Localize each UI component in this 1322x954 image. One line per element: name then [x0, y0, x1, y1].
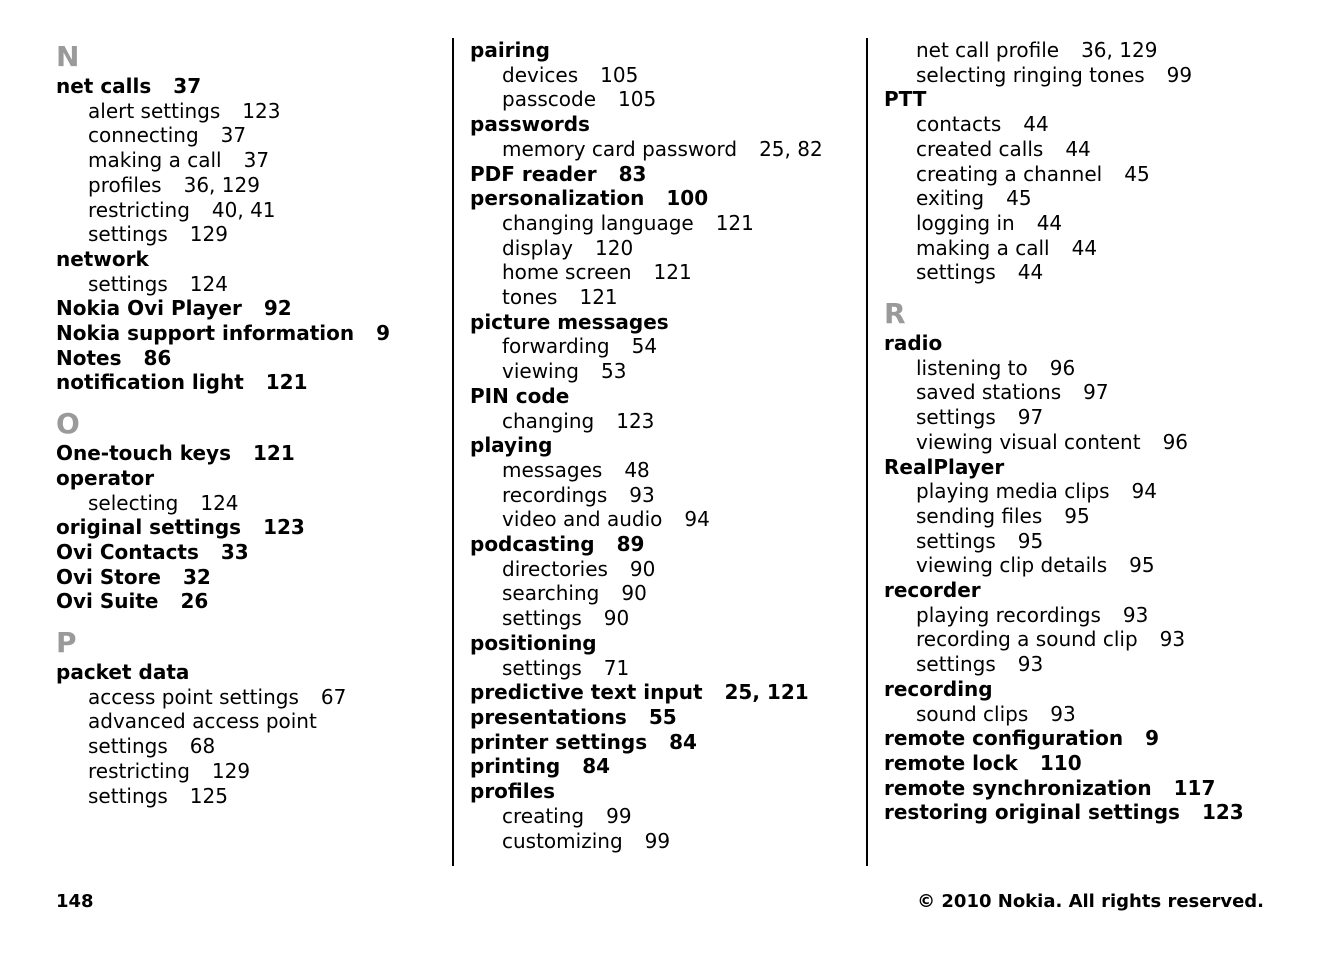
entry-pages: 53 [600, 359, 627, 384]
entry-term: profiles [88, 172, 162, 197]
index-subentry [884, 529, 1284, 554]
entry-term: selecting ringing tones [916, 62, 1145, 87]
column-divider-2 [866, 38, 868, 866]
entry-term: PIN code [470, 383, 570, 408]
entry-pages: 37 [173, 74, 202, 98]
entry-term: connecting [88, 123, 199, 148]
index-entry [470, 754, 850, 779]
index-entry [470, 186, 850, 211]
entry-term: restricting [88, 758, 190, 783]
index-subentry [884, 553, 1284, 578]
entry-term: recording [884, 676, 993, 701]
entry-term: notification light [56, 370, 244, 395]
index-column-2 [470, 38, 850, 853]
entry-term: printing [470, 754, 561, 779]
index-subentry [56, 198, 436, 223]
entry-term: network [56, 246, 149, 271]
entry-pages: 32 [183, 564, 211, 589]
index-entry [56, 565, 436, 590]
entry-pages: 99 [1166, 62, 1193, 87]
entry-term: remote configuration [884, 726, 1124, 751]
entry-pages: 125 [189, 783, 228, 808]
entry-term: recordings [502, 482, 608, 507]
index-entry [470, 779, 850, 804]
entry-term: PDF reader [470, 161, 597, 186]
entry-pages: 121 [715, 210, 754, 235]
entry-term: home screen [502, 260, 632, 285]
entry-term: printer settings [470, 729, 648, 754]
entry-pages: 93 [1159, 627, 1186, 652]
entry-pages: 124 [200, 490, 239, 515]
page-number: 148 [56, 891, 94, 912]
entry-term: logging in [916, 210, 1015, 235]
letter-heading: R [884, 297, 906, 331]
entry-pages: 124 [189, 271, 228, 296]
entry-pages: 36, 129 [1081, 38, 1158, 62]
entry-pages: 83 [618, 161, 647, 186]
entry-pages: 121 [579, 285, 618, 310]
entry-pages: 100 [666, 186, 709, 211]
index-subentry [884, 652, 1284, 677]
entry-term: remote lock [884, 750, 1018, 775]
entry-term: directories [502, 556, 608, 581]
entry-pages: 93 [1122, 602, 1149, 627]
index-subentry [884, 211, 1284, 236]
index-subentry [884, 405, 1284, 430]
entry-pages: 99 [606, 803, 632, 828]
entry-pages: 96 [1049, 355, 1076, 380]
entry-term: operator [56, 465, 155, 490]
index-subentry [470, 359, 850, 384]
entry-pages: 89 [616, 532, 645, 557]
entry-term: settings [916, 260, 996, 285]
entry-pages: 121 [252, 441, 295, 466]
entry-term: settings [502, 655, 582, 680]
entry-pages: 94 [684, 507, 710, 532]
letter-heading: P [56, 626, 77, 660]
index-entry [56, 247, 436, 272]
entry-term: selecting [88, 490, 179, 515]
entry-pages: 25, 82 [759, 136, 823, 161]
entry-pages: 84 [669, 729, 697, 754]
index-entry [884, 726, 1284, 751]
index-subentry [56, 685, 436, 710]
entry-term: restoring original settings [884, 800, 1180, 825]
entry-term: saved stations [916, 380, 1062, 405]
column-divider-1 [452, 38, 454, 866]
entry-pages: 94 [1131, 479, 1157, 504]
entry-pages: 33 [220, 539, 249, 564]
index-subentry [884, 236, 1284, 261]
index-subentry [56, 734, 436, 759]
index-subentry [56, 173, 436, 198]
entry-pages: 44 [1023, 112, 1049, 137]
entry-term: making a call [88, 148, 222, 173]
entry-term: remote synchronization [884, 775, 1152, 800]
entry-term: access point settings [88, 684, 299, 709]
entry-term: playing [470, 433, 553, 458]
index-subentry [884, 504, 1284, 529]
index-subentry [470, 656, 850, 681]
index-subentry [470, 211, 850, 236]
index-subentry [56, 759, 436, 784]
entry-term: playing media clips [916, 479, 1110, 504]
index-subentry [884, 260, 1284, 285]
entry-term: Nokia support information [56, 321, 355, 346]
index-subentry [56, 99, 436, 124]
entry-pages: 90 [603, 606, 630, 631]
entry-pages: 121 [265, 370, 308, 395]
entry-term: created calls [916, 136, 1044, 161]
entry-term: sound clips [916, 701, 1029, 726]
entry-pages: 90 [621, 581, 647, 606]
entry-term: viewing clip details [916, 553, 1108, 578]
index-entry [56, 74, 436, 99]
entry-pages: 84 [582, 754, 611, 779]
entry-term: alert settings [88, 98, 221, 123]
entry-pages: 26 [180, 589, 209, 614]
entry-term: customizing [502, 828, 623, 853]
index-subentry [470, 285, 850, 310]
entry-term: creating [502, 803, 585, 828]
entry-term: Ovi Store [56, 564, 161, 589]
index-entry [884, 87, 1284, 112]
entry-pages: 44 [1065, 136, 1091, 161]
entry-term: net calls [56, 74, 152, 98]
entry-pages: 93 [1050, 701, 1076, 726]
entry-term: devices [502, 62, 579, 87]
entry-term: One-touch keys [56, 441, 231, 466]
entry-term: personalization [470, 186, 645, 211]
entry-term: viewing [502, 359, 579, 384]
entry-term: settings [88, 783, 168, 808]
entry-pages: 99 [644, 828, 671, 853]
entry-term: tones [502, 285, 558, 310]
entry-term: settings [88, 734, 168, 759]
index-column-1 [56, 38, 436, 808]
index-entry [470, 532, 850, 557]
index-subentry [884, 38, 1284, 63]
index-subentry [884, 627, 1284, 652]
entry-term: settings [916, 528, 996, 553]
index-entry [884, 578, 1284, 603]
index-subentry [884, 479, 1284, 504]
entry-term: Notes [56, 345, 122, 370]
entry-pages: 123 [1201, 800, 1244, 825]
entry-term: net call profile [916, 38, 1060, 62]
entry-term: display [502, 235, 574, 260]
index-subentry [470, 87, 850, 112]
entry-pages: 44 [1036, 210, 1063, 235]
entry-pages: 68 [189, 734, 216, 759]
entry-pages: 45 [1124, 161, 1150, 186]
index-entry [884, 677, 1284, 702]
index-subentry [56, 491, 436, 516]
index-entry [470, 680, 850, 705]
entry-term: viewing visual content [916, 429, 1141, 454]
entry-pages: 90 [629, 556, 656, 581]
index-entry [470, 112, 850, 137]
entry-term: restricting [88, 197, 190, 222]
entry-pages: 105 [618, 87, 657, 112]
entry-pages: 67 [320, 684, 347, 709]
entry-term: PTT [884, 87, 927, 112]
index-subentry [56, 709, 436, 734]
entry-term: packet data [56, 660, 190, 685]
entry-pages: 37 [220, 123, 247, 148]
index-entry [884, 751, 1284, 776]
index-entry [470, 730, 850, 755]
index-subentry [470, 260, 850, 285]
entry-pages: 9 [376, 321, 391, 346]
index-entry [56, 346, 436, 371]
entry-pages: 93 [629, 482, 655, 507]
index-entry [884, 331, 1284, 356]
letter-heading: O [56, 407, 80, 441]
index-entry [56, 466, 436, 491]
entry-term: changing [502, 408, 595, 433]
entry-term: contacts [916, 112, 1002, 137]
entry-term: predictive text input [470, 680, 703, 705]
index-subentry [470, 137, 850, 162]
index-subentry [470, 557, 850, 582]
entry-term: settings [502, 606, 582, 631]
index-entry [884, 776, 1284, 801]
entry-term: settings [916, 405, 996, 430]
index-subentry [470, 236, 850, 261]
entry-term: making a call [916, 235, 1050, 260]
entry-pages: 93 [1017, 652, 1044, 677]
entry-pages: 110 [1039, 750, 1082, 775]
index-subentry [884, 380, 1284, 405]
entry-pages: 45 [1006, 186, 1032, 211]
index-subentry [470, 409, 850, 434]
index-entry [56, 660, 436, 685]
index-entry [470, 38, 850, 63]
index-subentry [56, 272, 436, 297]
entry-pages: 44 [1071, 235, 1098, 260]
entry-term: Nokia Ovi Player [56, 296, 242, 321]
entry-pages: 105 [600, 62, 639, 87]
index-entry [470, 705, 850, 730]
index-subentry [884, 137, 1284, 162]
entry-term: original settings [56, 515, 242, 540]
entry-term: creating a channel [916, 161, 1103, 186]
entry-term: profiles [470, 779, 556, 804]
entry-pages: 71 [603, 655, 630, 680]
entry-pages: 36, 129 [183, 172, 260, 197]
index-subentry [884, 702, 1284, 727]
index-subentry [56, 123, 436, 148]
entry-pages: 97 [1017, 405, 1044, 430]
entry-term: forwarding [502, 334, 610, 359]
index-entry [470, 631, 850, 656]
index-entry [470, 384, 850, 409]
index-entry [56, 540, 436, 565]
index-subentry [884, 186, 1284, 211]
index-subentry [470, 458, 850, 483]
index-subentry [470, 581, 850, 606]
entry-term: advanced access point [88, 709, 317, 734]
index-subentry [56, 148, 436, 173]
index-entry [56, 321, 436, 346]
entry-term: exiting [916, 186, 985, 211]
index-entry [56, 296, 436, 321]
index-subentry [470, 507, 850, 532]
index-subentry [884, 162, 1284, 187]
entry-pages: 123 [616, 408, 655, 433]
index-entry [470, 310, 850, 335]
entry-pages: 121 [653, 260, 692, 285]
index-subentry [884, 603, 1284, 628]
entry-term: searching [502, 581, 600, 606]
index-entry [884, 455, 1284, 480]
entry-pages: 96 [1162, 429, 1189, 454]
entry-pages: 92 [263, 296, 292, 321]
index-entry [884, 800, 1284, 825]
entry-term: presentations [470, 704, 627, 729]
entry-pages: 95 [1064, 503, 1090, 528]
entry-term: picture messages [470, 309, 669, 334]
index-subentry [470, 606, 850, 631]
entry-term: RealPlayer [884, 454, 1005, 479]
entry-pages: 54 [631, 334, 658, 359]
index-column-3 [884, 38, 1284, 825]
entry-pages: 37 [243, 148, 270, 173]
entry-term: passwords [470, 112, 590, 137]
entry-term: pairing [470, 38, 550, 62]
entry-term: messages [502, 457, 603, 482]
entry-term: changing language [502, 210, 694, 235]
entry-term: settings [88, 271, 168, 296]
entry-pages: 9 [1145, 726, 1159, 751]
entry-pages: 44 [1017, 260, 1044, 285]
index-subentry [470, 63, 850, 88]
entry-term: recording a sound clip [916, 627, 1138, 652]
entry-pages: 129 [211, 758, 251, 783]
entry-pages: 97 [1083, 380, 1109, 405]
index-subentry [470, 804, 850, 829]
entry-term: radio [884, 331, 943, 356]
entry-term: settings [916, 652, 996, 677]
entry-pages: 95 [1017, 528, 1044, 553]
entry-pages: 129 [189, 222, 228, 247]
entry-term: Ovi Contacts [56, 539, 199, 564]
index-subentry [470, 334, 850, 359]
entry-pages: 120 [595, 235, 634, 260]
letter-heading: N [56, 40, 80, 73]
entry-pages: 123 [263, 515, 305, 540]
index-subentry [56, 784, 436, 809]
entry-pages: 55 [648, 704, 677, 729]
entry-term: settings [88, 222, 168, 247]
index-subentry [470, 829, 850, 854]
entry-pages: 25, 121 [724, 680, 809, 705]
index-subentry [470, 483, 850, 508]
entry-term: recorder [884, 578, 981, 603]
index-subentry [884, 430, 1284, 455]
entry-term: podcasting [470, 532, 595, 557]
index-entry [56, 589, 436, 614]
entry-pages: 95 [1129, 553, 1155, 578]
entry-pages: 123 [242, 98, 281, 123]
index-entry [56, 515, 436, 540]
index-entry [470, 162, 850, 187]
index-subentry [884, 356, 1284, 381]
copyright-notice: © 2010 Nokia. All rights reserved. [917, 891, 1264, 912]
entry-term: Ovi Suite [56, 589, 159, 614]
index-subentry [884, 63, 1284, 88]
index-entry [56, 370, 436, 395]
entry-term: sending files [916, 503, 1043, 528]
index-entry [470, 433, 850, 458]
index-subentry [56, 222, 436, 247]
index-subentry [884, 112, 1284, 137]
entry-pages: 40, 41 [211, 197, 276, 222]
entry-pages: 117 [1173, 775, 1216, 800]
entry-pages: 48 [624, 457, 650, 482]
entry-term: playing recordings [916, 602, 1101, 627]
entry-pages: 86 [143, 345, 172, 370]
entry-term: positioning [470, 630, 597, 655]
entry-term: listening to [916, 355, 1028, 380]
entry-term: passcode [502, 87, 597, 112]
entry-term: memory card password [502, 136, 738, 161]
index-entry [56, 441, 436, 466]
entry-term: video and audio [502, 507, 663, 532]
